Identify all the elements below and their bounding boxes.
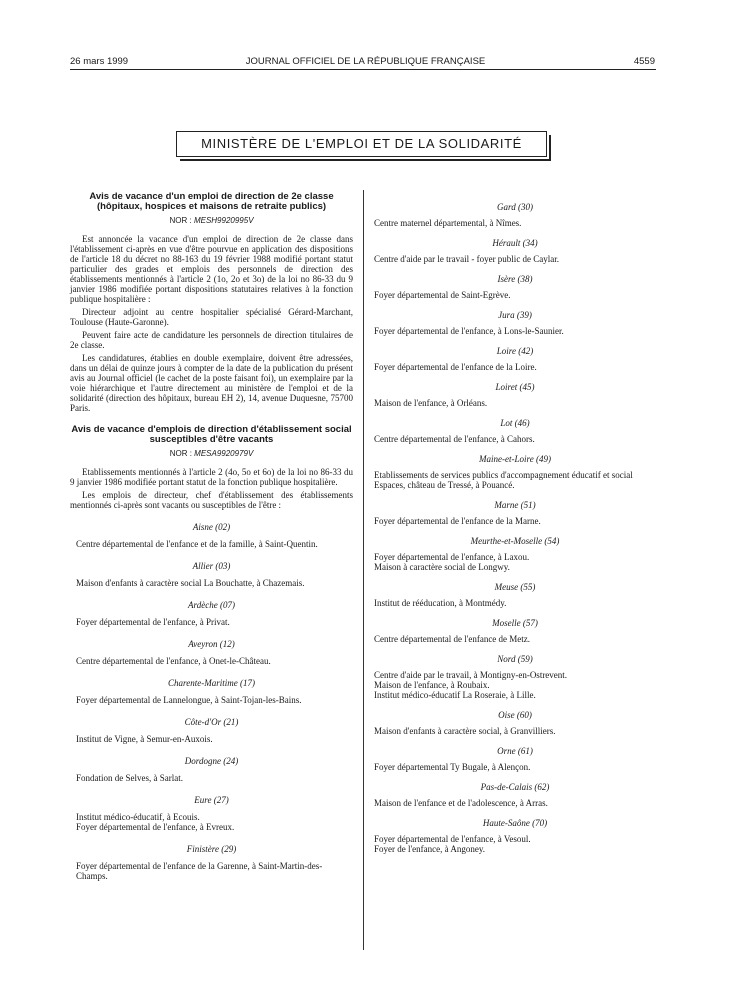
department-heading: Lot (46)	[500, 418, 530, 428]
avis-1-nor-code: MESH9920995V	[193, 216, 254, 225]
header-date: 26 mars 1999	[70, 56, 129, 67]
avis-1-nor-label: NOR :	[169, 216, 192, 225]
department-heading: Oise (60)	[498, 710, 532, 720]
department-heading: Meuse (55)	[494, 582, 536, 592]
establishment-line: Fondation de Selves, à Sarlat.	[76, 773, 183, 783]
department-heading: Nord (59)	[497, 654, 533, 664]
department-entry	[374, 654, 656, 700]
establishment-line: Institut de rééducation, à Montmédy.	[374, 598, 507, 608]
department-entry	[374, 310, 656, 336]
department-entry	[374, 202, 656, 228]
establishment-line: Foyer départemental de l'enfance, à Lons-le-Saunier.	[374, 326, 564, 336]
establishment-line: Foyer départemental de l'enfance de la Loire.	[374, 362, 537, 372]
header-page-number: 4559	[633, 56, 655, 67]
avis-section-1	[70, 192, 353, 413]
department-entry	[374, 536, 656, 572]
establishment-line: Foyer départemental de l'enfance de la Garenne, à Saint-Martin-des-Champs.	[76, 861, 323, 881]
department-entry	[70, 795, 353, 832]
department-entry	[374, 346, 656, 372]
department-entry	[70, 600, 353, 627]
avis-2-paragraph: Les emplois de directeur, chef d'établissement des établissements mentionnés ci-après sont vacants ou susceptibles de l'être :	[70, 490, 353, 510]
department-entry	[374, 618, 656, 644]
department-heading: Hérault (34)	[492, 238, 538, 248]
establishment-line: Centre d'aide par le travail - foyer public de Caylar.	[374, 254, 560, 264]
avis-1-paragraph: Les candidatures, établies en double exemplaire, doivent être adressées, dans un délai de quinze jours à compter de la date de la publication du présent avis au Journal officiel (le cachet de la poste faisant foi), un exemplaire par la voie hiérarchique et l'autre directement au ministère de l'emploi et de la solidarité (direction des hôpitaux, bureau EH 2), 14, avenue Duquesne, 75700 Paris.	[70, 353, 353, 413]
establishment-line: Foyer départemental de l'enfance, à Evreux.	[76, 822, 235, 832]
establishment-line: Centre d'aide par le travail, à Montigny-en-Ostrevent.	[374, 670, 568, 680]
department-entry	[70, 561, 353, 588]
avis-1-paragraph: Peuvent faire acte de candidature les personnels de direction titulaires de 2e classe.	[70, 330, 353, 350]
department-entry	[374, 238, 656, 264]
establishment-line: Centre maternel départemental, à Nîmes.	[374, 218, 522, 228]
establishment-line: Maison de l'enfance et de l'adolescence, à Arras.	[374, 798, 548, 808]
department-entry	[374, 746, 656, 772]
establishment-line: Etablissements de services publics d'accompagnement éducatif et social Espaces, château de Tressé, à Pouancé.	[374, 470, 633, 490]
avis-1-title: Avis de vacance d'un emploi de direction de 2e classe (hôpitaux, hospices et maisons de retraite publics)	[89, 191, 334, 212]
establishment-line: Maison de l'enfance, à Roubaix.	[374, 680, 490, 690]
department-heading: Marne (51)	[494, 500, 536, 510]
header-rule	[70, 69, 656, 70]
department-heading: Moselle (57)	[492, 618, 538, 628]
establishment-line: Institut médico-éducatif, à Ecouis.	[76, 812, 200, 822]
department-heading: Charente-Maritime (17)	[168, 678, 255, 688]
department-heading: Dordogne (24)	[184, 756, 239, 766]
left-column	[70, 192, 353, 881]
department-entry	[70, 522, 353, 549]
department-entry	[374, 818, 656, 854]
department-heading: Aveyron (12)	[188, 639, 235, 649]
department-entry	[70, 678, 353, 705]
establishment-line: Foyer de l'enfance, à Angoney.	[374, 844, 485, 854]
department-heading: Orne (61)	[497, 746, 533, 756]
department-heading: Haute-Saône (70)	[482, 818, 548, 828]
department-heading: Aisne (02)	[192, 522, 231, 532]
establishment-line: Foyer départemental de l'enfance, à Vesoul.	[374, 834, 531, 844]
avis-section-2	[70, 425, 353, 510]
right-column	[374, 192, 656, 854]
department-entry	[374, 500, 656, 526]
establishment-line: Maison à caractère social de Longwy.	[374, 562, 510, 572]
department-heading: Côte-d'Or (21)	[184, 717, 239, 727]
column-divider	[363, 190, 364, 950]
department-entry	[374, 710, 656, 736]
department-entry	[70, 717, 353, 744]
department-entry	[374, 454, 656, 490]
left-establishment-list	[70, 522, 353, 881]
avis-1-paragraph: Directeur adjoint au centre hospitalier spécialisé Gérard-Marchant, Toulouse (Haute-Garonne).	[70, 307, 353, 327]
department-heading: Maine-et-Loire (49)	[479, 454, 551, 464]
department-entry	[70, 639, 353, 666]
department-heading: Pas-de-Calais (62)	[480, 782, 550, 792]
avis-2-nor-label: NOR :	[169, 449, 192, 458]
department-heading: Finistère (29)	[186, 844, 237, 854]
avis-2-nor-code: MESA9920979V	[194, 449, 254, 458]
avis-2-title: Avis de vacance d'emplois de direction d'établissement social susceptibles d'être vacants	[71, 424, 352, 445]
header-journal-title: JOURNAL OFFICIEL DE LA RÉPUBLIQUE FRANÇAISE	[245, 56, 486, 67]
department-heading: Gard (30)	[497, 202, 533, 212]
establishment-line: Centre départemental de l'enfance, à Cahors.	[374, 434, 535, 444]
department-entry	[374, 582, 656, 608]
department-heading: Isère (38)	[497, 274, 533, 284]
department-entry	[374, 382, 656, 408]
department-entry	[374, 782, 656, 808]
establishment-line: Foyer départemental de Saint-Egrève.	[374, 290, 511, 300]
department-heading: Jura (39)	[498, 310, 532, 320]
avis-1-nor	[70, 216, 353, 226]
department-entry	[70, 844, 353, 881]
establishment-line: Foyer départemental de l'enfance de la Marne.	[374, 516, 541, 526]
department-heading: Ardèche (07)	[188, 600, 235, 610]
avis-1-paragraph: Est annoncée la vacance d'un emploi de direction de 2e classe dans l'établissement ci-après en vue d'être pourvue en application des dispositions de l'article 18 du décret no 88-163 du 19 février 1988 modifié portant statut particulier des grades et emplois des personnels de direction des établissements mentionnés à l'article 2 (1o, 2o et 3o) de la loi no 86-33 du 9 janvier 1986 modifiée portant dispositions statutaires relatives à la fonction publique hospitalière :	[70, 234, 353, 304]
department-heading: Loire (42)	[496, 346, 534, 356]
establishment-line: Foyer départemental Ty Bugale, à Alençon.	[374, 762, 531, 772]
establishment-line: Foyer départemental de l'enfance, à Laxou.	[374, 552, 530, 562]
department-heading: Eure (27)	[194, 795, 229, 805]
avis-2-nor	[70, 449, 353, 459]
establishment-line: Centre départemental de l'enfance et de la famille, à Saint-Quentin.	[76, 539, 318, 549]
ministry-title: MINISTÈRE DE L'EMPLOI ET DE LA SOLIDARITÉ	[176, 131, 547, 157]
establishment-line: Foyer départemental de Lannelongue, à Saint-Tojan-les-Bains.	[76, 695, 302, 705]
department-heading: Allier (03)	[192, 561, 231, 571]
avis-2-paragraph: Etablissements mentionnés à l'article 2 (4o, 5o et 6o) de la loi no 86-33 du 9 janvier 1986 modifiée portant statut de la fonction publique hospitalière.	[70, 467, 353, 487]
department-entry	[374, 274, 656, 300]
establishment-line: Institut de Vigne, à Semur-en-Auxois.	[76, 734, 213, 744]
department-entry	[70, 756, 353, 783]
right-establishment-list	[374, 202, 656, 854]
establishment-line: Institut médico-éducatif La Roseraie, à Lille.	[374, 690, 536, 700]
establishment-line: Centre départemental de l'enfance, à Onet-le-Château.	[76, 656, 271, 666]
establishment-line: Centre départemental de l'enfance de Metz.	[374, 634, 531, 644]
establishment-line: Maison de l'enfance, à Orléans.	[374, 398, 488, 408]
establishment-line: Maison d'enfants à caractère social, à Granvilliers.	[374, 726, 556, 736]
department-heading: Loiret (45)	[495, 382, 535, 392]
department-entry	[374, 418, 656, 444]
establishment-line: Maison d'enfants à caractère social La Bouchatte, à Chazemais.	[76, 578, 305, 588]
establishment-line: Foyer départemental de l'enfance, à Privat.	[76, 617, 230, 627]
department-heading: Meurthe-et-Moselle (54)	[470, 536, 560, 546]
